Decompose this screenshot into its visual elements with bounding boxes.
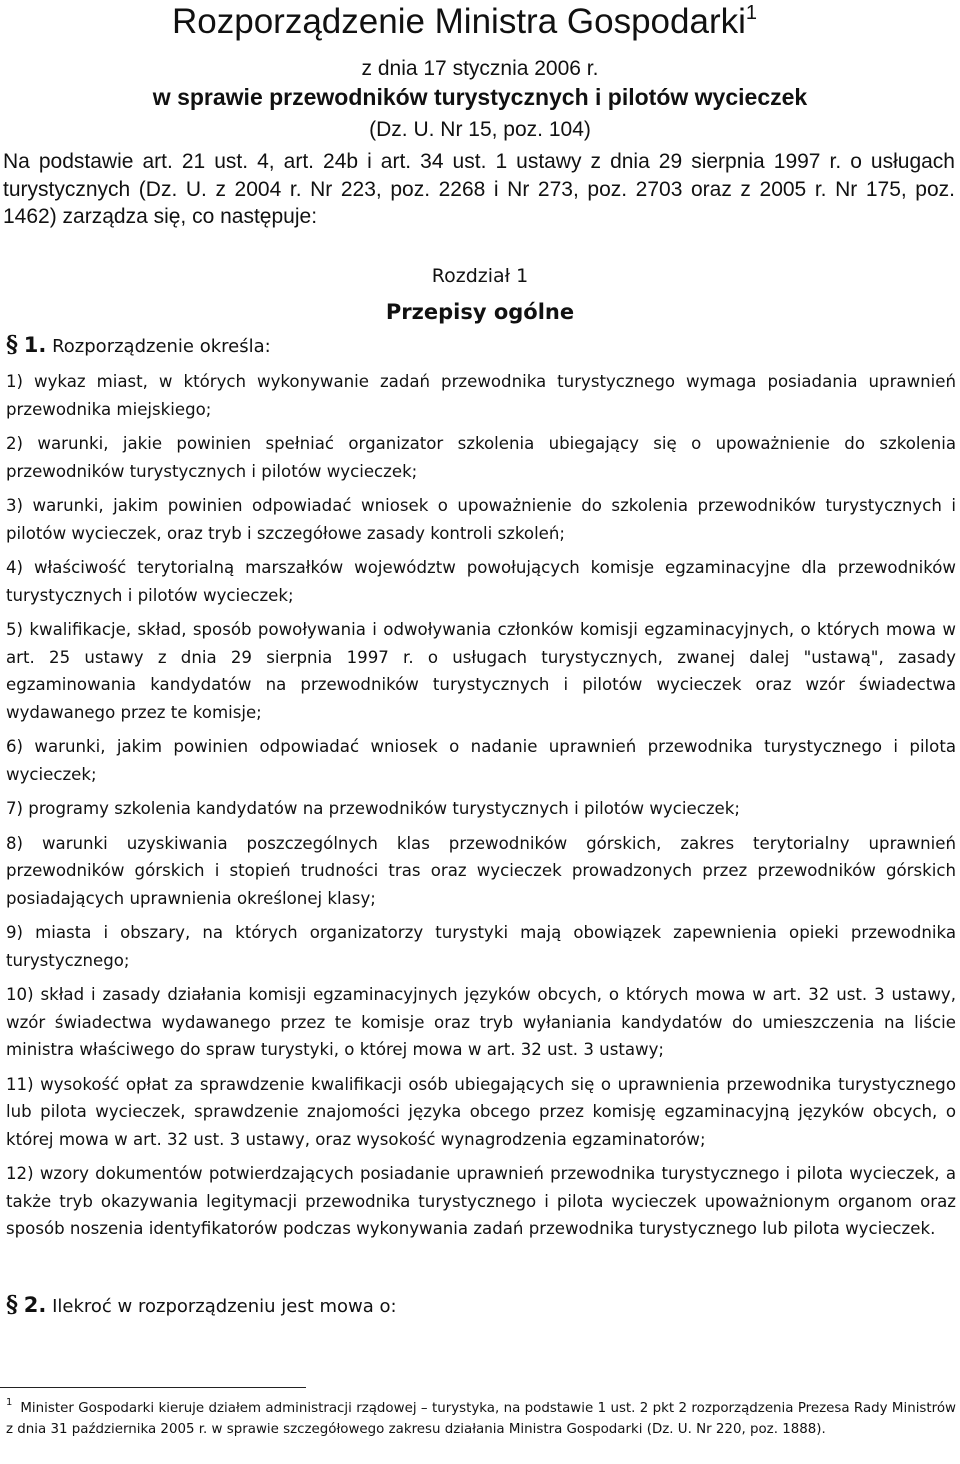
document-date: z dnia 17 stycznia 2006 r. [361, 57, 599, 80]
list-item: 5) kwalifikacje, skład, sposób powoływania i odwoływania członków komisji egzaminacyjnych, o których mowa w art. 25 ustawy z dnia 29 sierpnia 1997 r. o usługach turystycznych, zwanej dalej "ustawą", zasady egzaminowania kandydatów na przewodników turystycznych i pilotów wycieczek oraz wzór świadectwa wydawanego przez te komisje; [6, 620, 956, 722]
section-2-heading [6, 1292, 397, 1320]
section-1-heading [6, 332, 271, 360]
document-source: (Dz. U. Nr 15, poz. 104) [369, 118, 591, 141]
footnote-text: Minister Gospodarki kieruje działem administracji rządowej – turystyka, na podstawie 1 ust. 2 pkt 2 rozporządzenia Prezesa Rady Ministrów z dnia 31 października 2005 r. w sprawie szczegółowego zakresu działania Ministra Gospodarki (Dz. U. Nr 220, poz. 1888). [6, 1401, 956, 1437]
list-item: 9) miasta i obszary, na których organizatorzy turystyki mają obowiązek zapewnienia opieki przewodnika turystycznego; [6, 923, 956, 970]
list-item: 1) wykaz miast, w których wykonywanie zadań przewodnika turystycznego wymaga posiadania uprawnień przewodnika miejskiego; [6, 372, 956, 419]
footnote-marker: 1 [6, 1397, 13, 1408]
list-item: 6) warunki, jakim powinien odpowiadać wniosek o nadanie uprawnień przewodnika turystycznego i pilota wycieczek; [6, 737, 956, 784]
list-item: 3) warunki, jakim powinien odpowiadać wniosek o upoważnienie do szkolenia przewodników turystycznych i pilotów wycieczek, oraz tryb i szczegółowe zasady kontroli szkoleń; [6, 496, 956, 543]
section-number: 2. [23, 1293, 47, 1317]
section-number: 1. [23, 333, 47, 357]
document-subject: w sprawie przewodników turystycznych i pilotów wycieczek [152, 84, 808, 110]
list-item: 11) wysokość opłat za sprawdzenie kwalifikacji osób ubiegających się o uprawnienia przewodnika turystycznego lub pilota wycieczek, sprawdzenie znajomości języka obcego przez komisję egzaminacyjną języków obcych, o której mowa w art. 32 ust. 3 ustawy, oraz wysokość wynagrodzenia egzaminatorów; [6, 1074, 956, 1149]
chapter-title: Przepisy ogólne [385, 300, 575, 324]
section-symbol: § [6, 1291, 19, 1318]
section-1-list [6, 368, 956, 1250]
list-item: 8) warunki uzyskiwania poszczególnych klas przewodników górskich, zakres terytorialny uprawnień przewodników górskich i stopień trudności tras oraz wycieczek prowadzonych przez przewodników górskich posiadających uprawnienia określonej klasy; [6, 833, 956, 908]
list-item: 12) wzory dokumentów potwierdzających posiadanie uprawnień przewodnika turystycznego i pilota wycieczek, a także tryb okazywania legitymacji przewodnika turystycznego i pilota wycieczek upoważnionym organom oraz sposób noszenia identyfikatorów podczas wykonywania zadań przewodnika turystycznego lub pilota wycieczek. [6, 1164, 956, 1238]
list-item: 2) warunki, jakie powinien spełniać organizator szkolenia ubiegający się o upoważnienie do szkolenia przewodników turystycznych i pilotów wycieczek; [6, 434, 956, 481]
footnote-separator [0, 1387, 306, 1388]
list-item: 10) skład i zasady działania komisji egzaminacyjnych języków obcych, o których mowa w art. 32 ust. 3 ustawy, wzór świadectwa wydawanego przez te komisje oraz tryb wyłaniania kandydatów do umieszczenia na liście ministra właściwego do spraw turystyki, o której mowa w art. 32 ust. 3 ustawy; [6, 985, 956, 1059]
list-item: 4) właściwość terytorialną marszałków województw powołujących komisje egzaminacyjne dla przewodników turystycznych i pilotów wycieczek; [6, 558, 956, 605]
section-text: Rozporządzenie określa: [52, 336, 271, 357]
document-title [172, 0, 757, 44]
title-text: Rozporządzenie Ministra Gospodarki [172, 2, 746, 41]
chapter-number: Rozdział 1 [431, 265, 529, 287]
title-footnote-ref: 1 [745, 2, 758, 24]
footnote [6, 1398, 956, 1440]
section-text: Ilekroć w rozporządzeniu jest mowa o: [52, 1296, 397, 1317]
preamble: Na podstawie art. 21 ust. 4, art. 24b i art. 34 ust. 1 ustawy z dnia 29 sierpnia 1997 r. o usługach turystycznych (Dz. U. z 2004 r. Nr 223, poz. 2268 i Nr 273, poz. 2703 oraz z 2005 r. Nr 175, poz. 1462) zarządza się, co następuje: [3, 150, 955, 228]
list-item: 7) programy szkolenia kandydatów na przewodników turystycznych i pilotów wycieczek; [6, 799, 740, 818]
section-symbol: § [6, 331, 19, 358]
